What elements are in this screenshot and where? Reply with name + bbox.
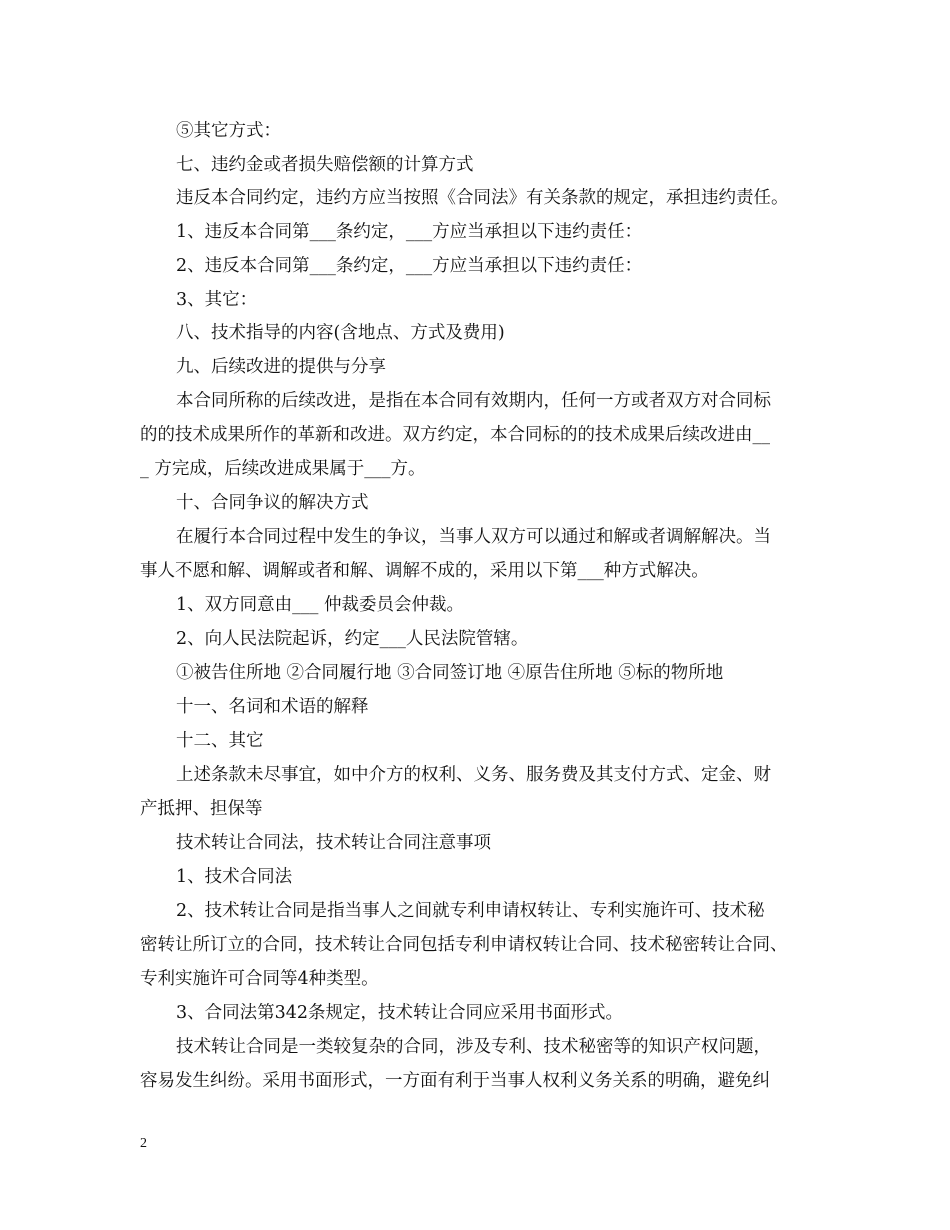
text-line: 产抵押、担保等: [140, 799, 263, 819]
text-line: 的的技术成果所作的革新和改进。双方约定，本合同标的的技术成果后续改进由__: [140, 425, 770, 445]
section-heading: 九、后续改进的提供与分享: [176, 357, 386, 377]
text-line: 上述条款未尽事宜，如中介方的权利、义务、服务费及其支付方式、定金、财: [176, 765, 771, 785]
text-line: 1、技术合同法: [176, 867, 293, 887]
text-line: 专利实施许可合同等4种类型。: [140, 969, 379, 989]
text-line: ①被告住所地 ②合同履行地 ③合同签订地 ④原告住所地 ⑤标的物所地: [176, 663, 724, 683]
text-line: 容易发生纠纷。采用书面形式，一方面有利于当事人权利义务关系的明确，避免纠: [140, 1071, 770, 1091]
section-heading: 十二、其它: [176, 731, 264, 751]
text-line: ⑤其它方式：: [176, 121, 281, 141]
text-line: _ 方完成，后续改进成果属于___方。: [140, 459, 426, 479]
text-line: 在履行本合同过程中发生的争议，当事人双方可以通过和解或者调解解决。当: [176, 527, 771, 547]
text-line: 2、违反本合同第___条约定，___方应当承担以下违约责任：: [176, 256, 643, 276]
text-line: 事人不愿和解、调解或者和解、调解不成的，采用以下第___种方式解决。: [140, 561, 709, 581]
section-heading: 十一、名词和术语的解释: [176, 697, 369, 717]
section-heading: 八、技术指导的内容(含地点、方式及费用): [176, 323, 505, 343]
text-line: 密转让所订立的合同，技术转让合同包括专利申请权转让合同、技术秘密转让合同、: [140, 935, 788, 955]
text-line: 2、技术转让合同是指当事人之间就专利申请权转让、专利实施许可、技术秘: [176, 901, 765, 921]
section-heading: 十、合同争议的解决方式: [176, 493, 369, 513]
text-line: 技术转让合同是一类较复杂的合同，涉及专利、技术秘密等的知识产权问题，: [176, 1037, 771, 1057]
text-line: 2、向人民法院起诉，约定___人民法院管辖。: [176, 629, 529, 649]
text-line: 3、合同法第342条规定，技术转让合同应采用书面形式。: [176, 1003, 624, 1023]
text-line: 1、违反本合同第___条约定，___方应当承担以下违约责任：: [176, 222, 643, 242]
text-line: 3、其它：: [176, 290, 258, 310]
section-heading: 七、违约金或者损失赔偿额的计算方式: [176, 155, 474, 175]
text-line: 1、双方同意由___ 仲裁委员会仲裁。: [176, 595, 464, 615]
text-line: 本合同所称的后续改进，是指在本合同有效期内，任何一方或者双方对合同标: [176, 391, 771, 411]
text-line: 违反本合同约定，违约方应当按照《合同法》有关条款的规定，承担违约责任。: [176, 188, 789, 208]
page-number: 2: [140, 1136, 147, 1151]
text-line: 技术转让合同法，技术转让合同注意事项: [176, 833, 491, 853]
